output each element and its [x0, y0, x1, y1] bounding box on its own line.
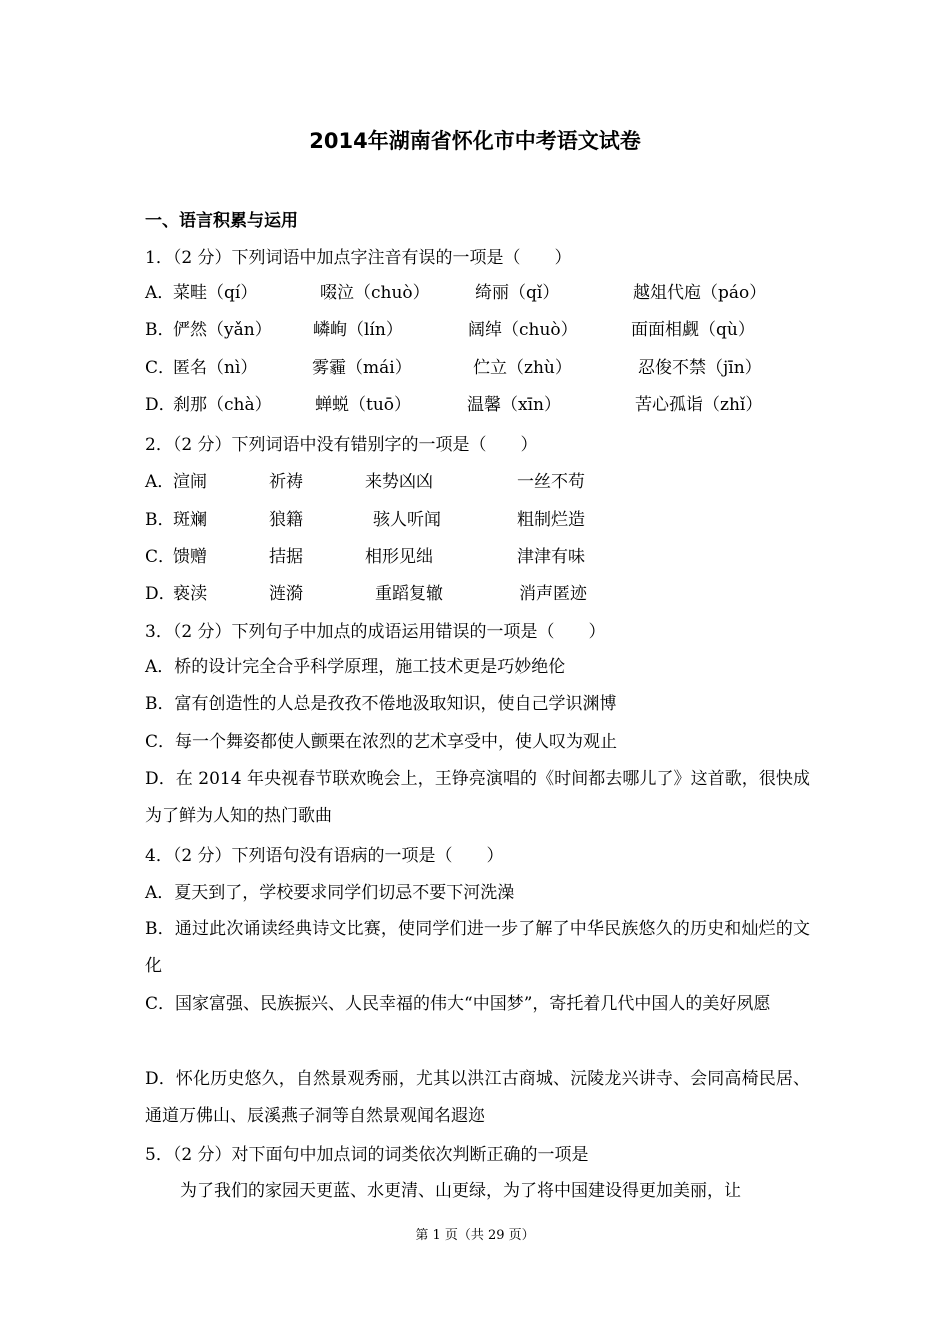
option-label: B．	[145, 510, 175, 530]
exam-title: 2014年湖南省怀化市中考语文试卷	[309, 129, 641, 153]
option-item: 阔绰（chuò）	[468, 320, 578, 340]
option-label: A．	[145, 472, 175, 492]
option-item: 蝉蜕（tuō）	[315, 395, 412, 415]
q2-option-a	[145, 469, 825, 495]
q3-stem: 3．（2 分）下列句子中加点的成语运用错误的一项是（ ）	[145, 622, 606, 642]
option-item: 匿名（nì）	[173, 358, 258, 378]
q3-option-b: B．富有创造性的人总是孜孜不倦地汲取知识，使自己学识渊博	[145, 694, 617, 714]
q2-option-c	[145, 544, 825, 570]
option-label: A．	[145, 283, 175, 303]
option-item: 渲闹	[173, 472, 207, 492]
q4-option-a: A．夏天到了，学校要求同学们切忌不要下河洗澡	[145, 883, 515, 903]
q4-stem: 4．（2 分）下列语句没有语病的一项是（ ）	[145, 846, 504, 866]
q1-option-c	[145, 355, 825, 381]
option-item: 俨然（yǎn）	[173, 320, 272, 340]
q1-option-a	[145, 280, 825, 306]
option-label: B．	[145, 320, 175, 340]
q2-option-b	[145, 507, 825, 533]
q3-option-d: D．在 2014 年央视春节联欢晚会上，王铮亮演唱的《时间都去哪儿了》这首歌，很快成为了鲜为人知的热门歌曲	[145, 769, 810, 826]
q2-stem: 2．（2 分）下列词语中没有错别字的一项是（ ）	[145, 435, 538, 455]
option-label: D．	[145, 395, 176, 415]
q1-stem: 1．（2 分）下列词语中加点字注音有误的一项是（ ）	[145, 248, 572, 268]
option-item: 面面相觑（qù）	[631, 320, 755, 340]
option-item: 啜泣（chuò）	[320, 283, 430, 303]
option-item: 狼籍	[269, 510, 303, 530]
option-item: 粗制烂造	[517, 510, 585, 530]
option-item: 越俎代庖（páo）	[633, 283, 767, 303]
option-item: 涟漪	[269, 584, 303, 604]
q5-passage: 为了我们的家园天更蓝、水更清、山更绿，为了将中国建设得更加美丽，让	[180, 1181, 741, 1201]
option-item: 斑斓	[173, 510, 207, 530]
option-item: 来势凶凶	[365, 472, 433, 492]
option-item: 馈赠	[173, 547, 207, 567]
option-item: 亵渎	[173, 584, 207, 604]
option-item: 津津有味	[517, 547, 585, 567]
option-item: 伫立（zhù）	[473, 358, 572, 378]
option-item: 忍俊不禁（jīn）	[638, 358, 762, 378]
option-label: C．	[145, 358, 176, 378]
q1-option-d	[145, 392, 825, 418]
q3-option-a: A．桥的设计完全合乎科学原理，施工技术更是巧妙绝伦	[145, 657, 566, 677]
q5-stem: 5．（2 分）对下面句中加点词的词类依次判断正确的一项是	[145, 1145, 589, 1165]
q4-option-b: B．通过此次诵读经典诗文比赛，使同学们进一步了解了中华民族悠久的历史和灿烂的文化	[145, 919, 810, 976]
option-item: 菜畦（qí）	[173, 283, 258, 303]
q1-option-b	[145, 317, 825, 343]
option-item: 绮丽（qǐ）	[475, 283, 560, 303]
option-item: 拮据	[269, 547, 303, 567]
option-item: 一丝不苟	[517, 472, 585, 492]
option-item: 消声匿迹	[519, 584, 587, 604]
option-item: 苦心孤诣（zhǐ）	[635, 395, 763, 415]
option-item: 雾霾（mái）	[312, 358, 412, 378]
q2-option-d	[145, 581, 825, 607]
option-item: 嶙峋（lín）	[313, 320, 403, 340]
option-label: D．	[145, 584, 176, 604]
option-item: 重蹈复辙	[375, 584, 443, 604]
option-item: 相形见绌	[365, 547, 433, 567]
option-item: 温馨（xīn）	[467, 395, 561, 415]
q4-option-c: C．国家富强、民族振兴、人民幸福的伟大“中国梦”，寄托着几代中国人的美好夙愿	[145, 994, 771, 1014]
q4-option-d: D．怀化历史悠久，自然景观秀丽，尤其以洪江古商城、沅陵龙兴讲寺、会同高椅民居、通道万佛山、辰溪燕子洞等自然景观闻名遐迩	[145, 1069, 810, 1126]
option-item: 祈祷	[269, 472, 303, 492]
option-item: 刹那（chà）	[173, 395, 272, 415]
q3-option-c: C．每一个舞姿都使人颤栗在浓烈的艺术享受中，使人叹为观止	[145, 732, 618, 752]
option-item: 骇人听闻	[373, 510, 441, 530]
option-label: C．	[145, 547, 176, 567]
section-heading: 一、语言积累与运用	[145, 211, 298, 231]
page-number: 第 1 页（共 29 页）	[415, 1228, 535, 1243]
